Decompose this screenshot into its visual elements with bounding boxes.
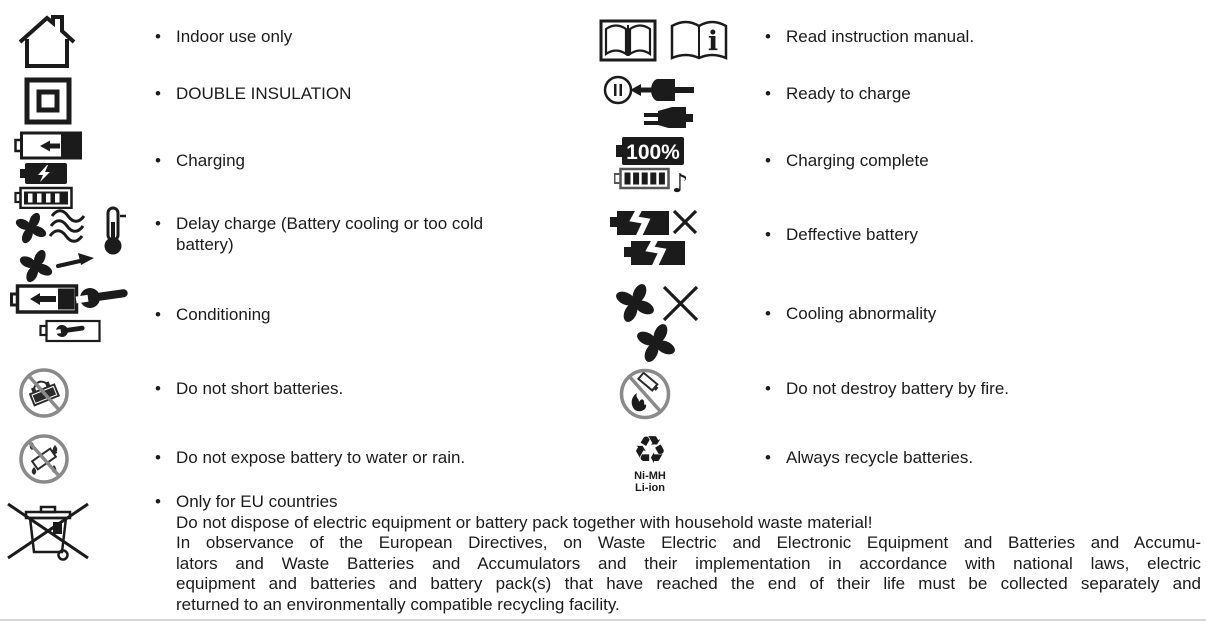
thermometer-icon: [105, 208, 127, 255]
house-icon: [16, 12, 78, 70]
battery-charging-icon: [14, 131, 88, 209]
eu-section-line: lators and Waste Batteries and Accumulators and their implementation in accordance with national laws, electric: [176, 553, 1201, 573]
legend-label: Read instruction manual.: [786, 27, 975, 46]
bullet: •: [765, 27, 771, 46]
charging-complete-icon: [614, 137, 700, 195]
weee-crossed-bin-icon: [6, 496, 90, 566]
bullet: •: [765, 151, 771, 170]
legend-item-charging: [155, 150, 245, 171]
legend-item-recycle: [765, 447, 973, 468]
legend-label: DOUBLE INSULATION: [176, 84, 352, 103]
eu-section-line: equipment and batteries and battery pack(s) that have reached the end of their life must be collected separately and: [176, 574, 1201, 593]
legend-item-indoor-use: [155, 26, 292, 47]
no-short-circuit-icon: [18, 367, 70, 419]
battery-recycle-icon: [622, 430, 678, 494]
legend-item-ready-to-charge: [765, 83, 911, 104]
legend-item-defective-battery: [765, 224, 918, 245]
eu-section-title: Only for EU countries: [176, 492, 338, 511]
legend-label: Do not short batteries.: [176, 379, 344, 398]
recycle-chemistry-liion: Li-ion: [635, 482, 665, 494]
legend-item-read-manual: [765, 26, 974, 47]
instruction-manual-icon: [598, 14, 738, 66]
no-fire-icon: [618, 367, 672, 421]
bullet: •: [155, 214, 161, 233]
legend-label: Always recycle batteries.: [786, 448, 974, 467]
legend-item-cooling-abnormality: [765, 303, 936, 324]
legend-label: Delay charge (Battery cooling or too cold battery): [176, 214, 484, 254]
defective-battery-icon: [610, 203, 702, 269]
bullet: •: [155, 379, 161, 398]
legend-label: Indoor use only: [176, 27, 293, 46]
eu-section: [155, 492, 1201, 615]
legend-label: Charging: [176, 151, 245, 170]
legend-label: Conditioning: [176, 305, 271, 324]
bullet: •: [765, 84, 771, 103]
legend-label: Ready to charge: [786, 84, 911, 103]
bullet: •: [765, 448, 771, 467]
legend-label: Cooling abnormality: [786, 304, 937, 323]
legend-item-no-water: [155, 447, 465, 468]
legend-label: Deffective battery: [786, 225, 918, 244]
info-letter: i: [707, 26, 719, 57]
legend-item-delay-charge: [155, 213, 545, 255]
battery-wrench-icon: [10, 283, 130, 343]
eu-section-title-row: [155, 492, 1201, 513]
recycle-chemistry-nimh: Ni-MH: [634, 470, 666, 482]
bullet: •: [155, 84, 161, 103]
legend-item-charging-complete: [765, 150, 929, 171]
bullet: •: [155, 151, 161, 170]
fan-thermometer-icon: [10, 206, 130, 286]
eu-section-line: In observance of the European Directives, on Waste Electric and Electronic Equipment and Batteries and Accumu-: [176, 533, 1201, 552]
legend-item-no-fire: [765, 378, 1009, 399]
legend-label: Charging complete: [786, 151, 929, 170]
bullet: •: [765, 225, 771, 244]
music-note-icon: ♪: [671, 169, 689, 195]
bullet: •: [155, 448, 161, 467]
legend-label: Do not expose battery to water or rain.: [176, 448, 466, 467]
legend-item-conditioning: [155, 304, 271, 325]
page-divider: [0, 619, 1206, 621]
eu-section-line: returned to an environmentally compatible recycling facility.: [176, 594, 620, 614]
legend-item-no-short: [155, 378, 343, 399]
bullet: •: [765, 379, 771, 398]
recycle-symbol-icon: ♻: [632, 428, 668, 472]
full-charge-percent: 100%: [626, 141, 680, 164]
ready-to-charge-icon: [598, 70, 718, 128]
bullet: •: [155, 305, 161, 324]
no-water-exposure-icon: [18, 433, 70, 485]
bullet: •: [765, 304, 771, 323]
bullet: •: [155, 27, 161, 46]
bullet: •: [155, 492, 161, 511]
eu-section-line: Do not dispose of electric equipment or battery pack together with household waste material!: [176, 512, 873, 532]
legend-item-double-insulation: [155, 83, 351, 104]
double-insulation-icon: [24, 77, 72, 125]
legend-label: Do not destroy battery by fire.: [786, 379, 1009, 398]
cooling-abnormality-icon: [612, 282, 702, 366]
